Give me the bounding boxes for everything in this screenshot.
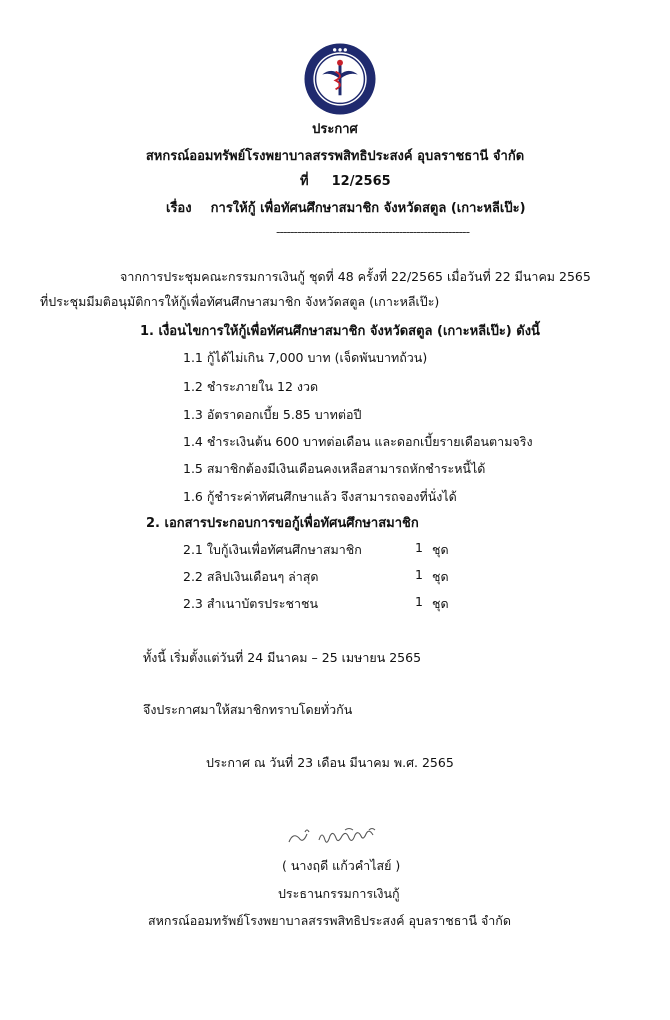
organization-name: สหกรณ์ออมทรัพย์โรงพยาบาลสรรพสิทธิประสงค์ อุบลราชธานี จำกัด xyxy=(145,149,525,164)
signer-name: ( นางฤดี แก้วคำไสย์ ) xyxy=(282,858,401,873)
signer-organization: สหกรณ์ออมทรัพย์โรงพยาบาลสรรพสิทธิประสงค์ อุบลราชธานี จำกัด xyxy=(148,913,511,928)
condition-item: 1.6 กู้ชำระค่าทัศนศึกษาแล้ว จึงสามารถจองที่นั่งได้ xyxy=(183,489,457,504)
closing-statement: จึงประกาศมาให้สมาชิกทราบโดยทั่วกัน xyxy=(143,702,353,717)
condition-item: 1.5 สมาชิกต้องมีเงินเดือนคงเหลือสามารถหักชำระหนี้ได้ xyxy=(183,461,486,476)
intro-line-2: ที่ประชุมมีมติอนุมัติการให้กู้เพื่อทัศนศึกษาสมาชิก จังหวัดสตูล (เกาะหลีเป๊ะ) xyxy=(40,294,440,309)
document-unit: ชุด xyxy=(432,596,449,611)
number-label: ที่ xyxy=(300,174,309,189)
svg-text:● ● ●: ● ● ● xyxy=(332,47,348,53)
condition-item: 1.2 ชำระภายใน 12 งวด xyxy=(183,379,319,394)
section1-heading: 1. เงื่อนไขการให้กู้เพื่อทัศนศึกษาสมาชิก จังหวัดสตูล (เกาะหลีเป๊ะ) ดังนี้ xyxy=(140,324,540,339)
intro-line-1: จากการประชุมคณะกรรมการเงินกู้ ชุดที่ 48 ครั้งที่ 22/2565 เมื่อวันที่ 22 มีนาคม 2565 xyxy=(120,269,591,284)
divider-line: ------------------------------------------------------- xyxy=(276,224,470,239)
announcement-number xyxy=(300,170,391,191)
condition-item: 1.4 ชำระเงินต้น 600 บาทต่อเดือน และดอกเบี้ยรายเดือนตามจริง xyxy=(183,434,533,449)
section2-heading: 2. เอกสารประกอบการขอกู้เพื่อทัศนศึกษาสมาชิก xyxy=(146,516,419,531)
document-name: 2.2 สลิปเงินเดือนๆ ล่าสุด xyxy=(183,569,319,584)
document-unit: ชุด xyxy=(432,542,449,557)
handwritten-signature xyxy=(285,824,395,850)
document-qty: 1 xyxy=(415,540,423,555)
condition-item: 1.3 อัตราดอกเบี้ย 5.85 บาทต่อปี xyxy=(183,407,362,422)
subject-label: เรื่อง xyxy=(166,201,192,216)
document-name: 2.1 ใบกู้เงินเพื่อทัศนศึกษาสมาชิก xyxy=(183,542,362,557)
signer-position: ประธานกรรมการเงินกู้ xyxy=(278,886,400,901)
document-qty: 1 xyxy=(415,594,423,609)
condition-item: 1.1 กู้ได้ไม่เกิน 7,000 บาท (เจ็ดพันบาทถ้วน) xyxy=(183,350,428,365)
number-value: 12/2565 xyxy=(331,174,391,189)
document-qty: 1 xyxy=(415,567,423,582)
application-period: ทั้งนี้ เริ่มตั้งแต่วันที่ 24 มีนาคม – 25 เมษายน 2565 xyxy=(143,650,422,665)
announcement-title: ประกาศ xyxy=(312,122,358,137)
subject-value: การให้กู้ เพื่อทัศนศึกษาสมาชิก จังหวัดสตูล (เกาะหลีเป๊ะ) xyxy=(210,201,526,216)
announcement-subject xyxy=(166,197,526,218)
document-unit: ชุด xyxy=(432,569,449,584)
document-name: 2.3 สำเนาบัตรประชาชน xyxy=(183,596,318,611)
announcement-date: ประกาศ ณ วันที่ 23 เดือน มีนาคม พ.ศ. 2565 xyxy=(206,755,454,770)
cooperative-logo xyxy=(303,42,377,116)
